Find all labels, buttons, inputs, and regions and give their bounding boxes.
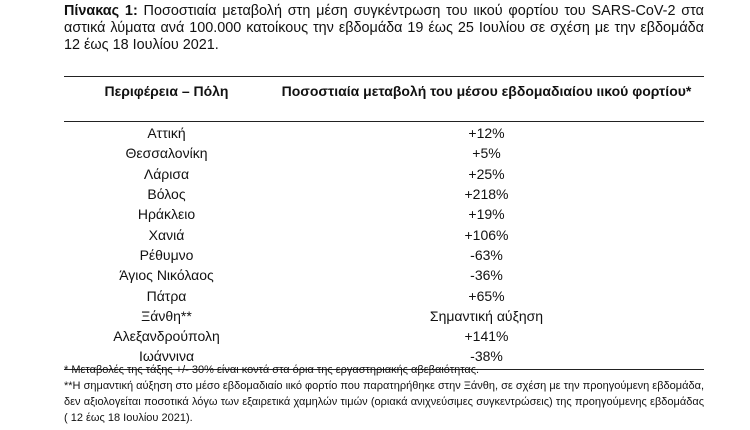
data-table [64,76,704,370]
change-cell: +218% [464,186,509,203]
city-cell: Ιωάννινα [138,348,195,365]
table-row [64,204,704,224]
city-cell: Ρέθυμνο [139,246,194,263]
footnote-xanthi: **Η σημαντική αύξηση στο μέσο εβδομαδιαίο ιικό φορτίο που παρατηρήθηκε στην Ξάνθη, σε σχέση με την προηγούμενη εβδομάδα, δεν αξιολογείται ποσοτικά λόγω των εξαιρετικά χαμηλών τιμών (οριακά ανιχνεύσιμες συγκεντρώσεις) της προηγούμενης εβδομάδας ( 12 έως 18 Ιουλίου 2021). [64,380,704,424]
table-row [64,184,704,204]
change-cell: +5% [472,145,501,162]
change-cell: -38% [470,348,503,365]
change-cell: -36% [470,267,503,284]
change-cell: -63% [470,246,503,263]
change-cell: +106% [464,226,509,243]
change-cell: +65% [468,287,505,304]
table-row [64,265,704,285]
table-row [64,123,704,143]
table-header [64,76,704,122]
change-cell: +19% [468,206,505,223]
city-cell: Ηράκλειο [137,206,196,223]
table-row [64,143,704,163]
table-row [64,285,704,305]
caption-label: Πίνακας 1: [64,3,138,19]
footnote-uncertainty: * Μεταβολές της τάξης +/- 30% είναι κοντά στα όρια της εργαστηριακής αβεβαιότητας. [64,364,480,376]
change-cell: Σημαντική αύξηση [429,307,544,324]
header-change: Ποσοστιαία μεταβολή του μέσου εβδομαδιαίου ιικού φορτίου* [281,83,692,99]
city-cell: Αττική [147,125,186,142]
change-cell: +141% [464,328,509,345]
city-cell: Πάτρα [146,287,187,304]
city-cell: Ξάνθη** [141,307,192,324]
change-cell: +12% [468,125,505,142]
table-caption [64,3,704,54]
caption-text: Ποσοστιαία μεταβολή στη μέση συγκέντρωση του ιικού φορτίου του SARS-CoV-2 στα αστικά λύματα ανά 100.000 κατοίκους την εβδομάδα 19 έως 25 Ιουλίου σε σχέση με την εβδομάδα 12 έως 18 Ιουλίου 2021. [64,3,704,53]
footnotes [64,362,704,426]
table-row [64,326,704,346]
table-row [64,164,704,184]
city-cell: Αλεξανδρούπολη [113,328,220,345]
city-cell: Θεσσαλονίκη [125,145,208,162]
city-cell: Χανιά [148,226,185,243]
change-cell: +25% [468,165,505,182]
table-body [64,122,704,370]
table-row [64,224,704,244]
header-region: Περιφέρεια – Πόλη [104,83,229,99]
city-cell: Άγιος Νικόλαος [119,267,214,284]
table-row [64,306,704,326]
table-row [64,245,704,265]
city-cell: Βόλος [147,186,186,203]
city-cell: Λάρισα [143,165,190,182]
